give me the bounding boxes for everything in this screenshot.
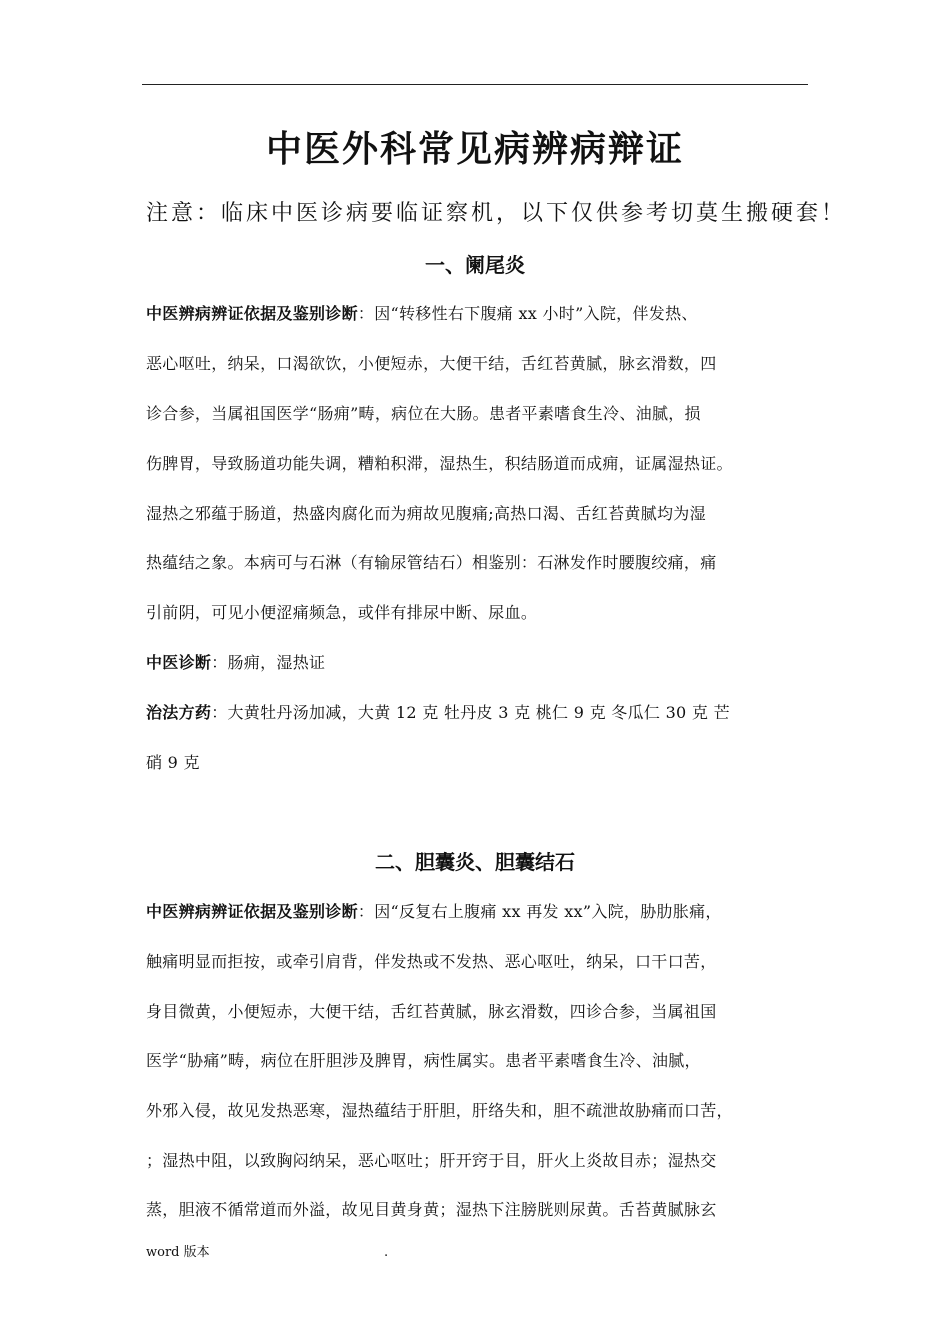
treatment-text: ：大黄牡丹汤加减，大黄 12 克 牡丹皮 3 克 桃仁 9 克 冬瓜仁 30 克 芒: [211, 703, 730, 722]
basis-line: 湿热之邪蕴于肠道，热盛肉腐化而为痈故见腹痛;高热口渴、舌红苔黄腻均为湿: [146, 504, 706, 523]
basis-line: ；湿热中阻，以致胸闷纳呆，恶心呕吐；肝开窍于目，肝火上炎故目赤；湿热交: [146, 1151, 717, 1170]
basis-line: [146, 899, 722, 925]
footer-center-mark: .: [384, 1245, 389, 1260]
basis-line: 引前阴，可见小便涩痛频急，或伴有排尿中断、尿血。: [146, 603, 538, 622]
basis-line: 医学“胁痛”畴，病位在肝胆涉及脾胃，病性属实。患者平素嗜食生冷、油腻，: [146, 1051, 701, 1070]
treatment-line: 硝 9 克: [146, 753, 200, 772]
header-rule: [142, 84, 808, 85]
diagnosis-text: ：肠痈，湿热证: [211, 653, 326, 672]
basis-line: 蒸，胆液不循常道而外溢，故见目黄身黄；湿热下注膀胱则尿黄。舌苔黄腻脉玄: [146, 1200, 717, 1219]
basis-line: 诊合参，当属祖国医学“肠痈”畴，病位在大肠。患者平素嗜食生冷、油腻，损: [146, 404, 701, 423]
diagnosis-line: [146, 650, 325, 676]
section-heading-appendicitis: 一、阑尾炎: [425, 253, 525, 277]
diagnosis-label: 中医诊断: [146, 653, 212, 672]
section-heading-cholecystitis: 二、胆囊炎、胆囊结石: [375, 850, 575, 874]
basis-line: 热蕴结之象。本病可与石淋（有输尿管结石）相鉴别：石淋发作时腰腹绞痛，痛: [146, 553, 717, 572]
footer-version-label: word 版本: [146, 1245, 210, 1260]
basis-line: 恶心呕吐，纳呆，口渴欲饮，小便短赤，大便干结，舌红苔黄腻，脉玄滑数，四: [146, 354, 717, 373]
notice-text: 注意：临床中医诊病要临证察机，以下仅供参考切莫生搬硬套！: [146, 201, 847, 226]
treatment-label: 治法方药: [146, 703, 212, 722]
basis-line: 触痛明显而拒按，或牵引肩背，伴发热或不发热、恶心呕吐，纳呆，口干口苦，: [146, 952, 717, 971]
basis-text: ：因“转移性右下腹痛 xx 小时”入院，伴发热、: [357, 304, 698, 323]
basis-label: 中医辨病辨证依据及鉴别诊断: [146, 304, 358, 323]
basis-line: [146, 301, 698, 327]
document-title: 中医外科常见病辨病辩证: [265, 128, 684, 170]
basis-label: 中医辨病辨证依据及鉴别诊断: [146, 902, 358, 921]
treatment-line: [146, 700, 730, 726]
basis-line: 外邪入侵，故见发热恶寒，湿热蕴结于肝胆，肝络失和，胆不疏泄故胁痛而口苦，: [146, 1101, 733, 1120]
basis-text: ：因“反复右上腹痛 xx 再发 xx”入院，胁肋胀痛，: [357, 902, 722, 921]
basis-line: 身目微黄，小便短赤，大便干结，舌红苔黄腻，脉玄滑数，四诊合参，当属祖国: [146, 1002, 717, 1021]
basis-line: 伤脾胃，导致肠道功能失调，糟粕积滞，湿热生，积结肠道而成痈，证属湿热证。: [146, 454, 733, 473]
